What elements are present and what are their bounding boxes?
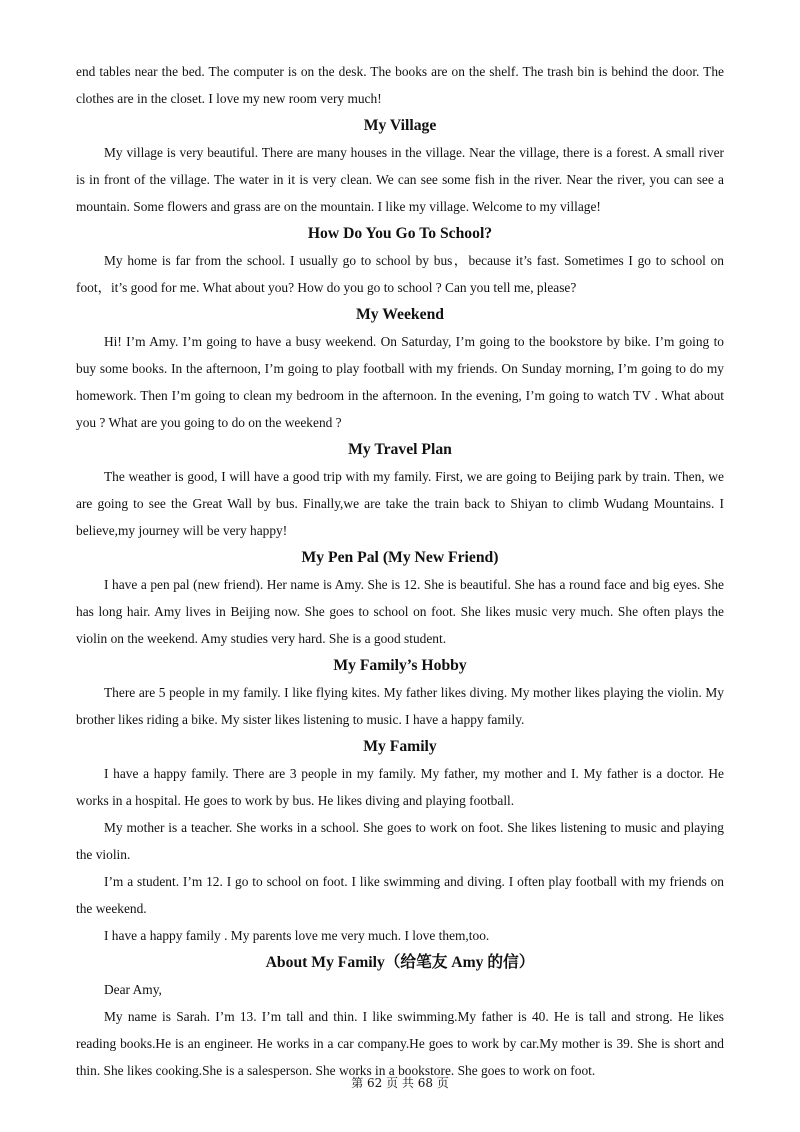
paragraph: My mother is a teacher. She works in a school. She goes to work on foot. She likes listening to music and playing the violin. [76, 820, 724, 862]
section-heading: How Do You Go To School? [307, 225, 493, 242]
section-heading: My Travel Plan [348, 441, 452, 458]
page-footer: 第 62 页 共 68 页 [351, 1076, 449, 1090]
document-body [76, 58, 724, 1084]
section-heading: About My Family（给笔友 Amy 的信） [265, 954, 535, 971]
paragraph: Dear Amy, [104, 982, 162, 997]
section-heading: My Pen Pal (My New Friend) [301, 549, 499, 566]
section-heading: My Weekend [356, 306, 444, 323]
paragraph: I’m a student. I’m 12. I go to school on foot. I like swimming and diving. I often play football with my friends on the weekend. [76, 874, 724, 916]
paragraph: My home is far from the school. I usually go to school by bus，because it’s fast. Sometimes I go to school on foot，it’s good for me. What about you? How do you go to school ? Can you tell me, please? [76, 253, 724, 295]
paragraph: I have a happy family. There are 3 people in my family. My father, my mother and I. My father is a doctor. He works in a hospital. He goes to work by bus. He likes diving and playing football. [76, 766, 724, 808]
section-heading: My Family [363, 738, 437, 755]
section-heading: My Village [363, 117, 437, 134]
paragraph: My village is very beautiful. There are many houses in the village. Near the village, there is a forest. A small river is in front of the village. The water in it is very clean. We can see some fish in the river. Near the river, you can see a mountain. Some flowers and grass are on the mountain. I like my village. Welcome to my village! [76, 145, 724, 214]
paragraph: The weather is good, I will have a good trip with my family. First, we are going to Beijing park by train. Then, we are going to see the Great Wall by bus. Finally,we are take the train back to Shiyan to climb Wudang Mountains. I believe,my journey will be very happy! [76, 469, 724, 538]
paragraph: I have a pen pal (new friend). Her name is Amy. She is 12. She is beautiful. She has a round face and big eyes. She has long hair. Amy lives in Beijing now. She goes to school on foot. She likes music very much. She often plays the violin on the weekend. Amy studies very hard. She is a good student. [76, 577, 724, 646]
paragraph: I have a happy family . My parents love me very much. I love them,too. [104, 928, 490, 943]
paragraph: My name is Sarah. I’m 13. I’m tall and thin. I like swimming.My father is 40. He is tall and strong. He likes reading books.He is an engineer. He works in a car company.He goes to work by car.My mother is 39. She is short and thin. She likes cooking.She is a salesperson. She works in a bookstore. She goes to work on foot. [76, 1009, 724, 1078]
section-heading: My Family’s Hobby [333, 657, 467, 674]
paragraph: end tables near the bed. The computer is on the desk. The books are on the shelf. The trash bin is behind the door. The clothes are in the closet. I love my new room very much! [76, 64, 724, 106]
paragraph: Hi! I’m Amy. I’m going to have a busy weekend. On Saturday, I’m going to the bookstore by bike. I’m going to buy some books. In the afternoon, I’m going to play football with my friends. On Sunday morning, I’m going to do my homework. Then I’m going to clean my bedroom in the afternoon. In the evening, I’m going to watch TV . What about you ? What are you going to do on the weekend ? [76, 334, 724, 430]
paragraph: There are 5 people in my family. I like flying kites. My father likes diving. My mother likes playing the violin. My brother likes riding a bike. My sister likes listening to music. I have a happy family. [76, 685, 724, 727]
